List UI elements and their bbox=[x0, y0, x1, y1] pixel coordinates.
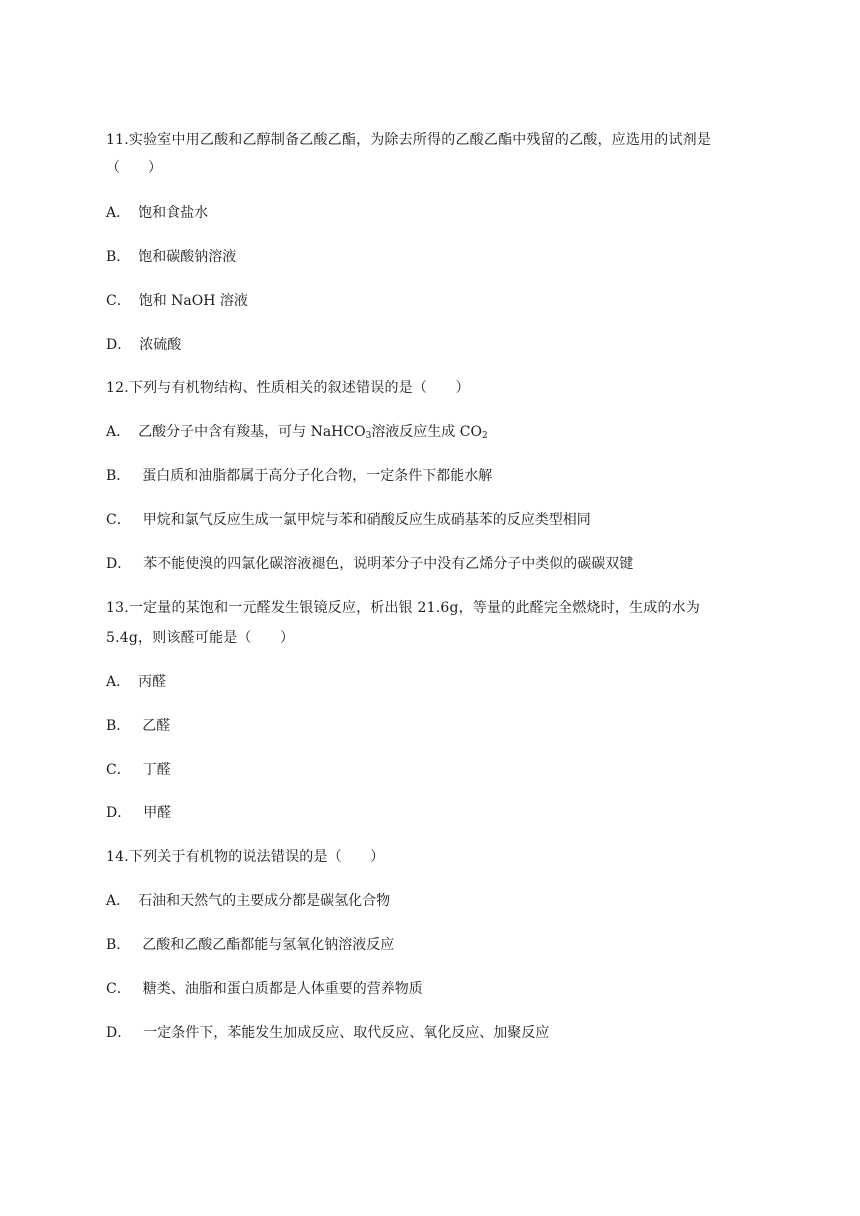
option-text: 甲烷和氯气反应生成一氯甲烷与苯和硝酸反应生成硝基苯的反应类型相同 bbox=[142, 512, 591, 528]
option-letter: C． bbox=[106, 512, 131, 528]
question-11-option-d bbox=[106, 335, 181, 355]
option-letter: D． bbox=[106, 556, 132, 572]
option-text: 丁醛 bbox=[142, 762, 171, 778]
option-letter: A． bbox=[106, 893, 131, 909]
option-text: 丙醛 bbox=[138, 674, 167, 690]
option-text: 饱和碳酸钠溶液 bbox=[138, 249, 237, 265]
option-letter: C． bbox=[106, 293, 131, 309]
option-letter: A． bbox=[106, 674, 131, 690]
option-text-part2: 溶液反应生成 CO bbox=[371, 424, 482, 440]
question-13-option-d bbox=[106, 803, 171, 823]
option-letter: A． bbox=[106, 205, 131, 221]
question-12-option-a bbox=[106, 422, 488, 442]
question-12-option-b bbox=[106, 466, 492, 486]
question-11-option-a bbox=[106, 203, 208, 223]
option-text: 苯不能使溴的四氯化碳溶液褪色，说明苯分子中没有乙烯分子中类似的碳碳双键 bbox=[143, 556, 634, 572]
option-text: 乙醛 bbox=[142, 718, 171, 734]
option-text: 石油和天然气的主要成分都是碳氢化合物 bbox=[138, 893, 391, 909]
subscript-2: 2 bbox=[481, 431, 488, 441]
option-letter: B． bbox=[106, 937, 131, 953]
subscript-3: 3 bbox=[365, 431, 372, 441]
option-text: 甲醛 bbox=[143, 805, 172, 821]
option-letter: D． bbox=[106, 337, 132, 353]
option-letter: B． bbox=[106, 249, 131, 265]
option-letter: C． bbox=[106, 981, 131, 997]
option-text: 饱和 NaOH 溶液 bbox=[138, 293, 248, 309]
question-14-option-a bbox=[106, 891, 390, 911]
option-letter: D． bbox=[106, 805, 132, 821]
option-letter: A． bbox=[106, 424, 131, 440]
option-letter: D． bbox=[106, 1025, 132, 1041]
question-13-option-c bbox=[106, 760, 171, 780]
option-text: 一定条件下，苯能发生加成反应、取代反应、氧化反应、加聚反应 bbox=[143, 1025, 550, 1041]
question-13-option-b bbox=[106, 716, 170, 736]
question-13-stem-line2: 5.4g，则该醛可能是（ ） bbox=[106, 630, 295, 646]
option-text-part1: 乙酸分子中含有羧基，可与 NaHCO bbox=[138, 424, 366, 440]
option-letter: C． bbox=[106, 762, 131, 778]
option-text: 浓硫酸 bbox=[139, 337, 182, 353]
question-13-stem-line1: 13.一定量的某饱和一元醛发生银镜反应，析出银 21.6g，等量的此醛完全燃烧时，生成的水为 bbox=[106, 600, 701, 616]
question-12-option-c bbox=[106, 510, 591, 530]
question-14-option-d bbox=[106, 1023, 549, 1043]
option-text: 饱和食盐水 bbox=[138, 205, 209, 221]
option-text: 糖类、油脂和蛋白质都是人体重要的营养物质 bbox=[142, 981, 423, 997]
option-letter: B． bbox=[106, 468, 131, 484]
question-13-option-a bbox=[106, 672, 166, 692]
question-12-option-d bbox=[106, 554, 633, 574]
question-12-stem: 12.下列与有机物结构、性质相关的叙述错误的是（ ） bbox=[106, 380, 470, 396]
question-14-option-b bbox=[106, 935, 394, 955]
question-14-stem: 14.下列关于有机物的说法错误的是（ ） bbox=[106, 849, 385, 865]
option-text: 乙酸和乙酸乙酯都能与氢氧化钠溶液反应 bbox=[142, 937, 395, 953]
option-letter: B． bbox=[106, 718, 131, 734]
question-14-option-c bbox=[106, 979, 423, 999]
question-11-stem-line1: 11.实验室中用乙酸和乙醇制备乙酸乙酯，为除去所得的乙酸乙酯中残留的乙酸，应选用的试剂是 bbox=[106, 132, 712, 148]
question-11-option-b bbox=[106, 247, 236, 267]
question-11-option-c bbox=[106, 291, 248, 311]
question-11-stem-line2: （ ） bbox=[106, 160, 162, 176]
option-text: 蛋白质和油脂都属于高分子化合物，一定条件下都能水解 bbox=[142, 468, 493, 484]
